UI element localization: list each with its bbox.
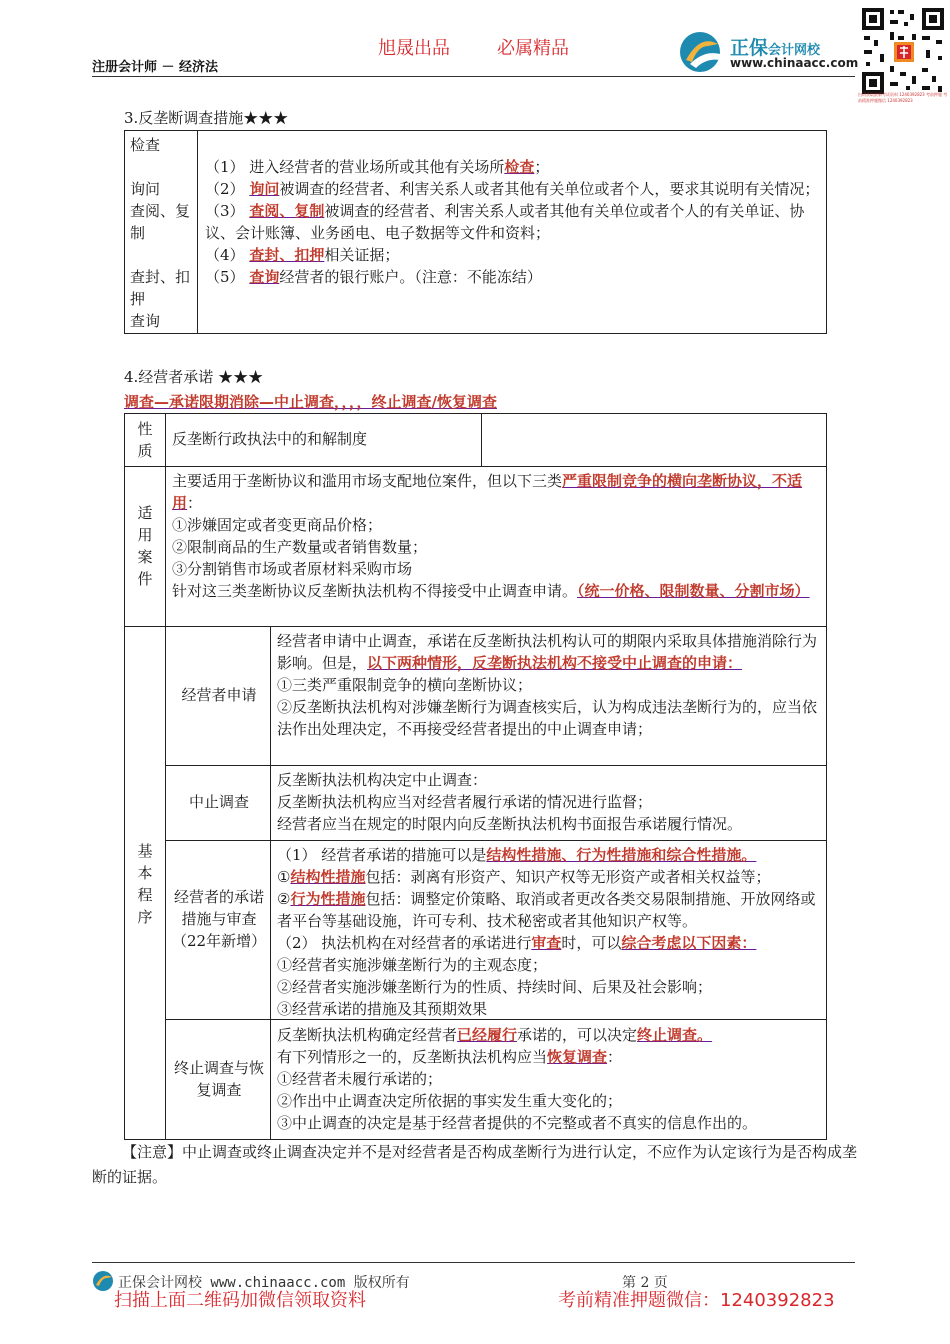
slogan-right: 必属精品 [497,38,569,59]
logo-url: www.chinaacc.com [730,56,859,70]
commitment-review-content: （1） 经营者承诺的措施可以是结构性措施、行为性措施和综合性措施。 ①结构性措施包括：剥离有形资产、知识产权等无形资产或者相关权益等； ②行为性措施包括：调整定价策略、取消或者更改各类交易限制措施、开放网络或者平台等基础设施，许可专利、技术秘密或者其他知识产权等。 （2） 执法机构在对经营者的承诺进行审查时，可以综合考虑以下因素： ①经营者实施涉嫌垄断行为的主观态度； ②经营者实施涉嫌垄断行为的性质、持续时间、后果及社会影响； ③经营承诺的措施及其预期效果 [277,846,816,1018]
section-3-title: 3.反垄断调查措施★★★ [124,109,289,127]
measure-item: （3） 查阅、复制被调查的经营者、利害关系人或者其他有关单位或者个人的有关单证、协议、会计账簿、业务函电、电子数据等文件和资料； [205,202,805,242]
note-paragraph: 【注意】中止调查或终止调查决定并不是对经营者是否构成垄断行为进行认定，不应作为认定该行为是否构成垄断的证据。 [92,1143,858,1186]
measure-item: （1） 进入经营者的营业场所或其他有关场所检查； [205,158,550,176]
logo-brand: 正保 [730,37,769,59]
chinaacc-logo [678,30,858,75]
measure-item: （4） 查封、扣押相关证据； [205,246,400,264]
procedure-step-label: 中止调查 [188,793,249,811]
termination-content: 反垄断执法机构确定经营者已经履行承诺的，可以决定终止调查。 有下列情形之一的，反垄断执法机构应当恢复调查： ①经营者未履行承诺的； ②作出中止调查决定所依据的事实发生重大变化的； ③中止调查的决定是基于经营者提供的不完整或者不真实的信息作出的。 [277,1026,758,1132]
procedure-step-label: 终止调查与恢复调查 [173,1059,264,1099]
qr-caption: 扫码获取最新考试资料 1240392823 考前押题 考前精准押题微信 1240392823 [858,92,948,103]
scope-item: ②限制商品的生产数量或者销售数量； [172,538,428,556]
suspension-content: 反垄断执法机构决定中止调查： 反垄断执法机构应当对经营者履行承诺的情况进行监督； 经营者应当在规定的时限内向反垄断执法机构书面报告承诺履行情况。 [277,771,743,833]
process-flow-summary: 调查—承诺限期消除—中止调查，，，，终止调查/恢复调查 [124,393,497,411]
nature-text: 反垄断行政执法中的和解制度 [172,430,368,448]
measures-label-seize-2: 押 [130,290,146,308]
scope-item: ③分割销售市场或者原材料采购市场 [172,560,413,578]
footer-divider [92,1262,855,1263]
qr-code-icon [860,6,946,96]
operator-application-content: 经营者申请中止调查，承诺在反垄断执法机构认可的期限内采取具体措施消除行为影响。但是，以下两种情形，反垄断执法机构不接受中止调查的申请： ①三类严重限制竞争的横向垄断协议； ②反垄断执法机构对涉嫌垄断行为调查核实后，认为构成违法垄断行为的，应当依法作出处理决定，不再接受经营者提出的中止调查申请； [277,632,818,738]
procedure-step-label: 经营者申请 [181,686,257,704]
scope-content: 主要适用于垄断协议和滥用市场支配地位案件，但以下三类严重限制竞争的横向垄断协议，不适用： ①涉嫌固定或者变更商品价格； ②限制商品的生产数量或者销售数量； ③分割销售市场或者原材料采购市场 针对这三类垄断协议反垄断执法机构不得接受中止调查申请。（统一价格、限制数量、分割市场） [172,470,822,602]
measures-list [205,156,820,288]
measure-item: （5） 查询经营者的银行账户。（注意：不能冻结） [205,268,542,286]
footer-logo-icon [92,1270,114,1292]
procedure-label: 基本程序 [137,842,153,926]
logo-brand-sub: 会计网校 [768,43,821,58]
promo-wechat-text: 考前精准押题微信：1240392823 [558,1290,835,1311]
nature-label: 性质 [137,420,153,460]
measures-label-seize-1: 查封、扣 [130,268,191,286]
measures-label-inquiry: 询问 [130,180,161,198]
footer-copyright: 正保会计网校 www.chinaacc.com 版权所有 [118,1275,410,1291]
page-header [0,0,950,103]
subject-title: 注册会计师 － 经济法 [92,60,219,75]
procedure-step-label: 经营者的承诺措施与审查（22年新增） [172,888,267,950]
section-4-title: 4.经营者承诺 ★★★ [124,368,264,386]
measures-label-column [130,134,196,332]
measures-label-review-1: 查阅、复 [130,202,191,220]
slogan-left: 旭晟出品 [378,38,450,59]
scope-label: 适用案件 [137,504,153,588]
measures-label-query: 查询 [130,312,161,330]
table-divider [197,130,198,334]
measures-label-review-2: 制 [130,224,146,242]
header-divider [92,76,855,77]
measures-label-check: 检查 [130,136,161,154]
page-number: 第 2 页 [622,1275,668,1291]
scope-item: ①涉嫌固定或者变更商品价格； [172,516,383,534]
logo-emblem-icon [678,30,726,74]
measure-item: （2） 询问被调查的经营者、利害关系人或者其他有关单位或者个人，要求其说明有关情况； [205,180,820,198]
promo-qr-text: 扫描上面二维码加微信领取资料 [114,1290,366,1311]
